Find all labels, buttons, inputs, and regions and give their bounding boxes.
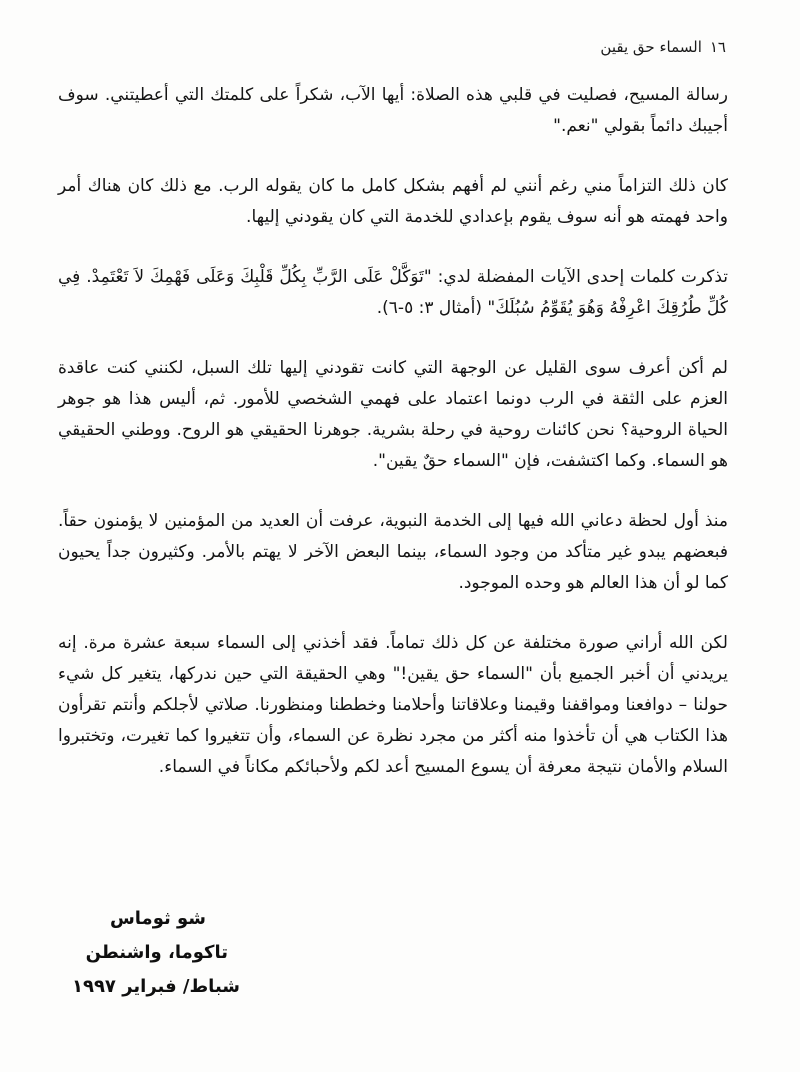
paragraph-2: كان ذلك التزاماً مني رغم أنني لم أفهم بشكل كامل ما كان يقوله الرب. مع ذلك كان هناك أمر واحد فهمته هو أنه سوف يقوم بإعدادي للخدمة التي كان يقودني إليها. bbox=[58, 176, 728, 227]
body-text bbox=[58, 80, 728, 812]
running-header bbox=[600, 38, 726, 56]
paragraph-5: منذ أول لحظة دعاني الله فيها إلى الخدمة النبوية، عرفت أن العديد من المؤمنين لا يؤمنون حقاً. فبعضهم يبدو غير متأكد من وجود السماء، بينما البعض الآخر لا يهتم بالأمر. وكثيرون جداً يحيون كما لو أن هذا العالم هو وحده الموجود. bbox=[58, 511, 728, 593]
signature-date: شباط/ فبراير ١٩٩٧ bbox=[71, 976, 240, 997]
author-location: تاكوما، واشنطن bbox=[85, 942, 228, 963]
paragraph-4: لم أكن أعرف سوى القليل عن الوجهة التي كانت تقودني إليها تلك السبل، لكنني كنت عاقدة العزم على الثقة في الرب دونما اعتماد على فهمي الشخصي للأمور. ثم، أليس هذا هو جوهر الحياة الروحية؟ نحن كائنات روحية في رحلة بشرية. جوهرنا الحقيقي هو الروح. ووطني الحقيقي هو السماء. وكما اكتشفت، فإن "السماء حقٌ يقين". bbox=[58, 358, 728, 471]
page-number: ١٦ bbox=[709, 38, 726, 56]
paragraph-6: لكن الله أراني صورة مختلفة عن كل ذلك تماماً. فقد أخذني إلى السماء سبعة عشرة مرة. إنه يريدني أن أخبر الجميع بأن "السماء حق يقين!" وهي الحقيقة التي حين ندركها، يتغير كل شيء حولنا – دوافعنا ومواقفنا وقيمنا وعلاقاتنا وأحلامنا وخططنا ومنظورنا. صلاتي لأجلكم وأنتم تقرأون هذا الكتاب هي أن تأخذوا منه أكثر من مجرد نظرة عن السماء، وأن تتغيروا كما تغيرت، وتختبروا السلام والأمان نتيجة معرفة أن يسوع المسيح أعد لكم ولأحبائكم مكاناً في السماء. bbox=[58, 633, 728, 777]
paragraph-3: تذكرت كلمات إحدى الآيات المفضلة لدي: "تَوَكَّلْ عَلَى الرَّبِّ بِكُلِّ قَلْبِكَ وَعَلَى فَهْمِكَ لاَ تَعْتَمِدْ. فِي كُلِّ طُرُقِكَ اعْرِفْهُ وَهُوَ يُقَوِّمُ سُبُلَكَ" (أمثال ٣: ٥-٦). bbox=[58, 267, 728, 318]
signature-block bbox=[70, 902, 240, 1004]
author-name: شو ثوماس bbox=[109, 908, 206, 929]
running-title: السماء حق يقين bbox=[600, 38, 702, 56]
paragraph-1: رسالة المسيح، فصليت في قلبي هذه الصلاة: أيها الآب، شكراً على كلمتك التي أعطيتني. سوف أجيبك دائماً بقولي "نعم." bbox=[58, 85, 728, 136]
